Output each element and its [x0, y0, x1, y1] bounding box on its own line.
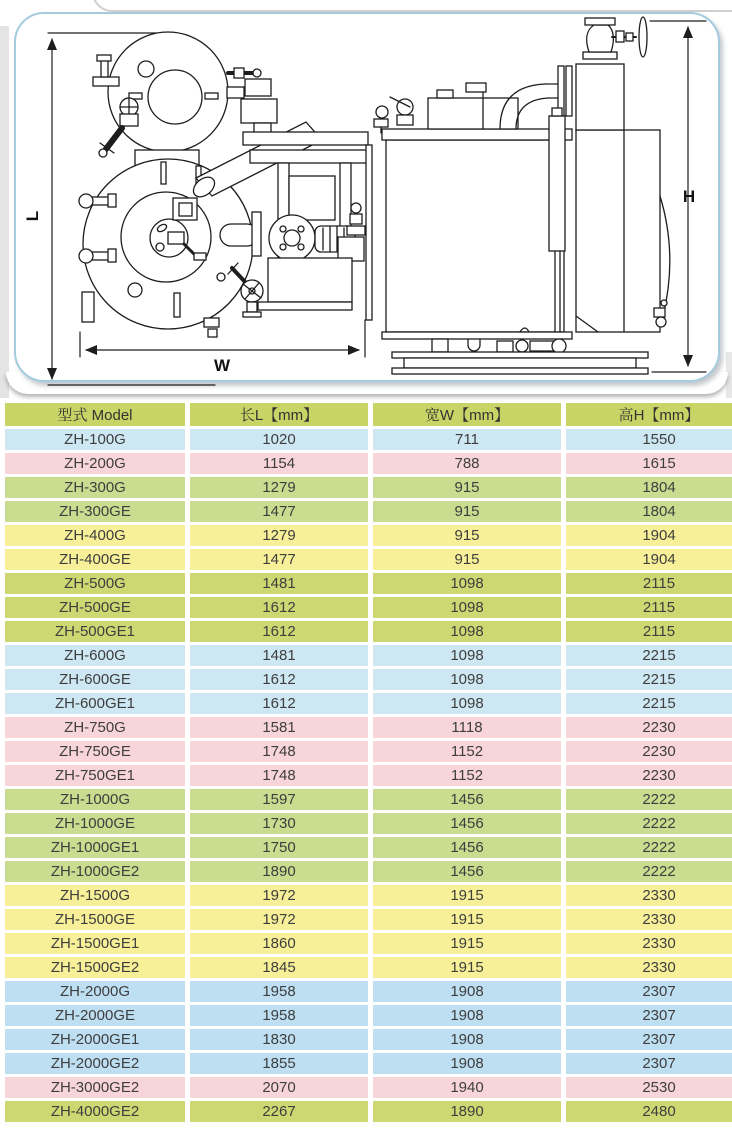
h-cell: 2222	[566, 813, 732, 834]
h-cell: 1615	[566, 453, 732, 474]
l-cell: 1481	[190, 645, 368, 666]
table-row	[5, 813, 732, 834]
dimension-w	[80, 320, 365, 357]
w-cell: 1940	[373, 1077, 561, 1098]
l-cell: 1581	[190, 717, 368, 738]
model-cell: ZH-500GE1	[5, 621, 185, 642]
h-cell: 2222	[566, 861, 732, 882]
table-row	[5, 981, 732, 1002]
w-cell: 711	[373, 429, 561, 450]
w-cell: 1118	[373, 717, 561, 738]
model-cell: ZH-750G	[5, 717, 185, 738]
model-cell: ZH-400GE	[5, 549, 185, 570]
w-cell: 1915	[373, 933, 561, 954]
table-row	[5, 861, 732, 882]
table-header-row	[5, 403, 732, 426]
h-cell: 2307	[566, 1005, 732, 1026]
front-view-drawing	[23, 32, 372, 385]
h-cell: 1904	[566, 525, 732, 546]
w-cell: 1456	[373, 861, 561, 882]
l-cell: 1612	[190, 621, 368, 642]
model-cell: ZH-750GE1	[5, 765, 185, 786]
w-cell: 1456	[373, 789, 561, 810]
model-cell: ZH-100G	[5, 429, 185, 450]
h-cell: 1904	[566, 549, 732, 570]
table-row	[5, 597, 732, 618]
dimensions-table	[0, 400, 732, 1125]
w-cell: 1152	[373, 765, 561, 786]
w-cell: 1456	[373, 837, 561, 858]
model-cell: ZH-2000GE2	[5, 1053, 185, 1074]
l-cell: 1748	[190, 765, 368, 786]
table-row	[5, 693, 732, 714]
dim-label-w: W	[213, 356, 231, 375]
table-row	[5, 669, 732, 690]
column-header-h: 高H【mm】	[566, 403, 732, 426]
drawing-panel	[0, 0, 732, 400]
w-cell: 1908	[373, 1005, 561, 1026]
w-cell: 1152	[373, 741, 561, 762]
table-row	[5, 477, 732, 498]
l-cell: 1748	[190, 741, 368, 762]
table-row	[5, 621, 732, 642]
w-cell: 915	[373, 501, 561, 522]
l-cell: 1845	[190, 957, 368, 978]
dim-label-h: H	[682, 187, 696, 206]
model-cell: ZH-500G	[5, 573, 185, 594]
model-cell: ZH-300G	[5, 477, 185, 498]
h-cell: 2330	[566, 885, 732, 906]
l-cell: 1730	[190, 813, 368, 834]
table-row	[5, 645, 732, 666]
h-cell: 2307	[566, 1053, 732, 1074]
model-cell: ZH-1500GE	[5, 909, 185, 930]
h-cell: 2230	[566, 765, 732, 786]
model-cell: ZH-1000GE2	[5, 861, 185, 882]
l-cell: 1279	[190, 477, 368, 498]
w-cell: 1915	[373, 957, 561, 978]
h-cell: 2222	[566, 789, 732, 810]
w-cell: 1908	[373, 1029, 561, 1050]
model-cell: ZH-1500GE2	[5, 957, 185, 978]
model-cell: ZH-1500GE1	[5, 933, 185, 954]
l-cell: 1597	[190, 789, 368, 810]
h-cell: 2115	[566, 597, 732, 618]
l-cell: 1972	[190, 909, 368, 930]
w-cell: 915	[373, 549, 561, 570]
l-cell: 1855	[190, 1053, 368, 1074]
h-cell: 1804	[566, 477, 732, 498]
h-cell: 2115	[566, 621, 732, 642]
h-cell: 2330	[566, 933, 732, 954]
side-view-drawing	[374, 17, 706, 374]
model-cell: ZH-1000GE	[5, 813, 185, 834]
table-row	[5, 717, 732, 738]
table-row	[5, 957, 732, 978]
model-cell: ZH-400G	[5, 525, 185, 546]
model-cell: ZH-4000GE2	[5, 1101, 185, 1122]
l-cell: 1958	[190, 981, 368, 1002]
w-cell: 788	[373, 453, 561, 474]
w-cell: 1915	[373, 885, 561, 906]
w-cell: 1098	[373, 645, 561, 666]
l-cell: 1154	[190, 453, 368, 474]
model-cell: ZH-1500G	[5, 885, 185, 906]
w-cell: 1915	[373, 909, 561, 930]
model-cell: ZH-2000GE1	[5, 1029, 185, 1050]
table-row	[5, 1077, 732, 1098]
h-cell: 2330	[566, 909, 732, 930]
w-cell: 1098	[373, 669, 561, 690]
table-row	[5, 429, 732, 450]
h-cell: 2307	[566, 981, 732, 1002]
l-cell: 1481	[190, 573, 368, 594]
model-cell: ZH-1000GE1	[5, 837, 185, 858]
model-cell: ZH-200G	[5, 453, 185, 474]
table-row	[5, 885, 732, 906]
w-cell: 915	[373, 477, 561, 498]
model-cell: ZH-500GE	[5, 597, 185, 618]
w-cell: 1098	[373, 621, 561, 642]
table-row	[5, 573, 732, 594]
h-cell: 2480	[566, 1101, 732, 1122]
table-row	[5, 933, 732, 954]
model-cell: ZH-600GE	[5, 669, 185, 690]
dim-label-l: L	[23, 210, 42, 222]
l-cell: 1830	[190, 1029, 368, 1050]
model-cell: ZH-600G	[5, 645, 185, 666]
w-cell: 1908	[373, 1053, 561, 1074]
table-row	[5, 453, 732, 474]
column-header-model: 型式 Model	[5, 403, 185, 426]
table-row	[5, 909, 732, 930]
table-row	[5, 1053, 732, 1074]
h-cell: 2230	[566, 717, 732, 738]
l-cell: 1477	[190, 549, 368, 570]
h-cell: 2307	[566, 1029, 732, 1050]
table-row	[5, 549, 732, 570]
table-body	[5, 429, 732, 1122]
h-cell: 2530	[566, 1077, 732, 1098]
table-row	[5, 1029, 732, 1050]
l-cell: 2267	[190, 1101, 368, 1122]
boiler-technical-drawing	[0, 0, 732, 400]
h-cell: 1550	[566, 429, 732, 450]
l-cell: 1860	[190, 933, 368, 954]
l-cell: 1750	[190, 837, 368, 858]
h-cell: 2215	[566, 645, 732, 666]
table-row	[5, 741, 732, 762]
w-cell: 1890	[373, 1101, 561, 1122]
table-row	[5, 789, 732, 810]
h-cell: 2115	[566, 573, 732, 594]
l-cell: 1279	[190, 525, 368, 546]
l-cell: 2070	[190, 1077, 368, 1098]
model-cell: ZH-2000G	[5, 981, 185, 1002]
table-row	[5, 1005, 732, 1026]
l-cell: 1477	[190, 501, 368, 522]
l-cell: 1020	[190, 429, 368, 450]
table-row	[5, 501, 732, 522]
l-cell: 1612	[190, 669, 368, 690]
w-cell: 1908	[373, 981, 561, 1002]
column-header-l: 长L【mm】	[190, 403, 368, 426]
w-cell: 1456	[373, 813, 561, 834]
model-cell: ZH-750GE	[5, 741, 185, 762]
w-cell: 1098	[373, 693, 561, 714]
table-row	[5, 1101, 732, 1122]
h-cell: 2215	[566, 669, 732, 690]
table-row	[5, 765, 732, 786]
table-row	[5, 837, 732, 858]
model-cell: ZH-600GE1	[5, 693, 185, 714]
h-cell: 2222	[566, 837, 732, 858]
l-cell: 1890	[190, 861, 368, 882]
w-cell: 1098	[373, 597, 561, 618]
h-cell: 2330	[566, 957, 732, 978]
table-row	[5, 525, 732, 546]
l-cell: 1612	[190, 597, 368, 618]
model-cell: ZH-1000G	[5, 789, 185, 810]
l-cell: 1958	[190, 1005, 368, 1026]
column-header-w: 宽W【mm】	[373, 403, 561, 426]
model-cell: ZH-3000GE2	[5, 1077, 185, 1098]
l-cell: 1612	[190, 693, 368, 714]
h-cell: 1804	[566, 501, 732, 522]
w-cell: 1098	[373, 573, 561, 594]
model-cell: ZH-2000GE	[5, 1005, 185, 1026]
model-cell: ZH-300GE	[5, 501, 185, 522]
h-cell: 2230	[566, 741, 732, 762]
l-cell: 1972	[190, 885, 368, 906]
h-cell: 2215	[566, 693, 732, 714]
w-cell: 915	[373, 525, 561, 546]
